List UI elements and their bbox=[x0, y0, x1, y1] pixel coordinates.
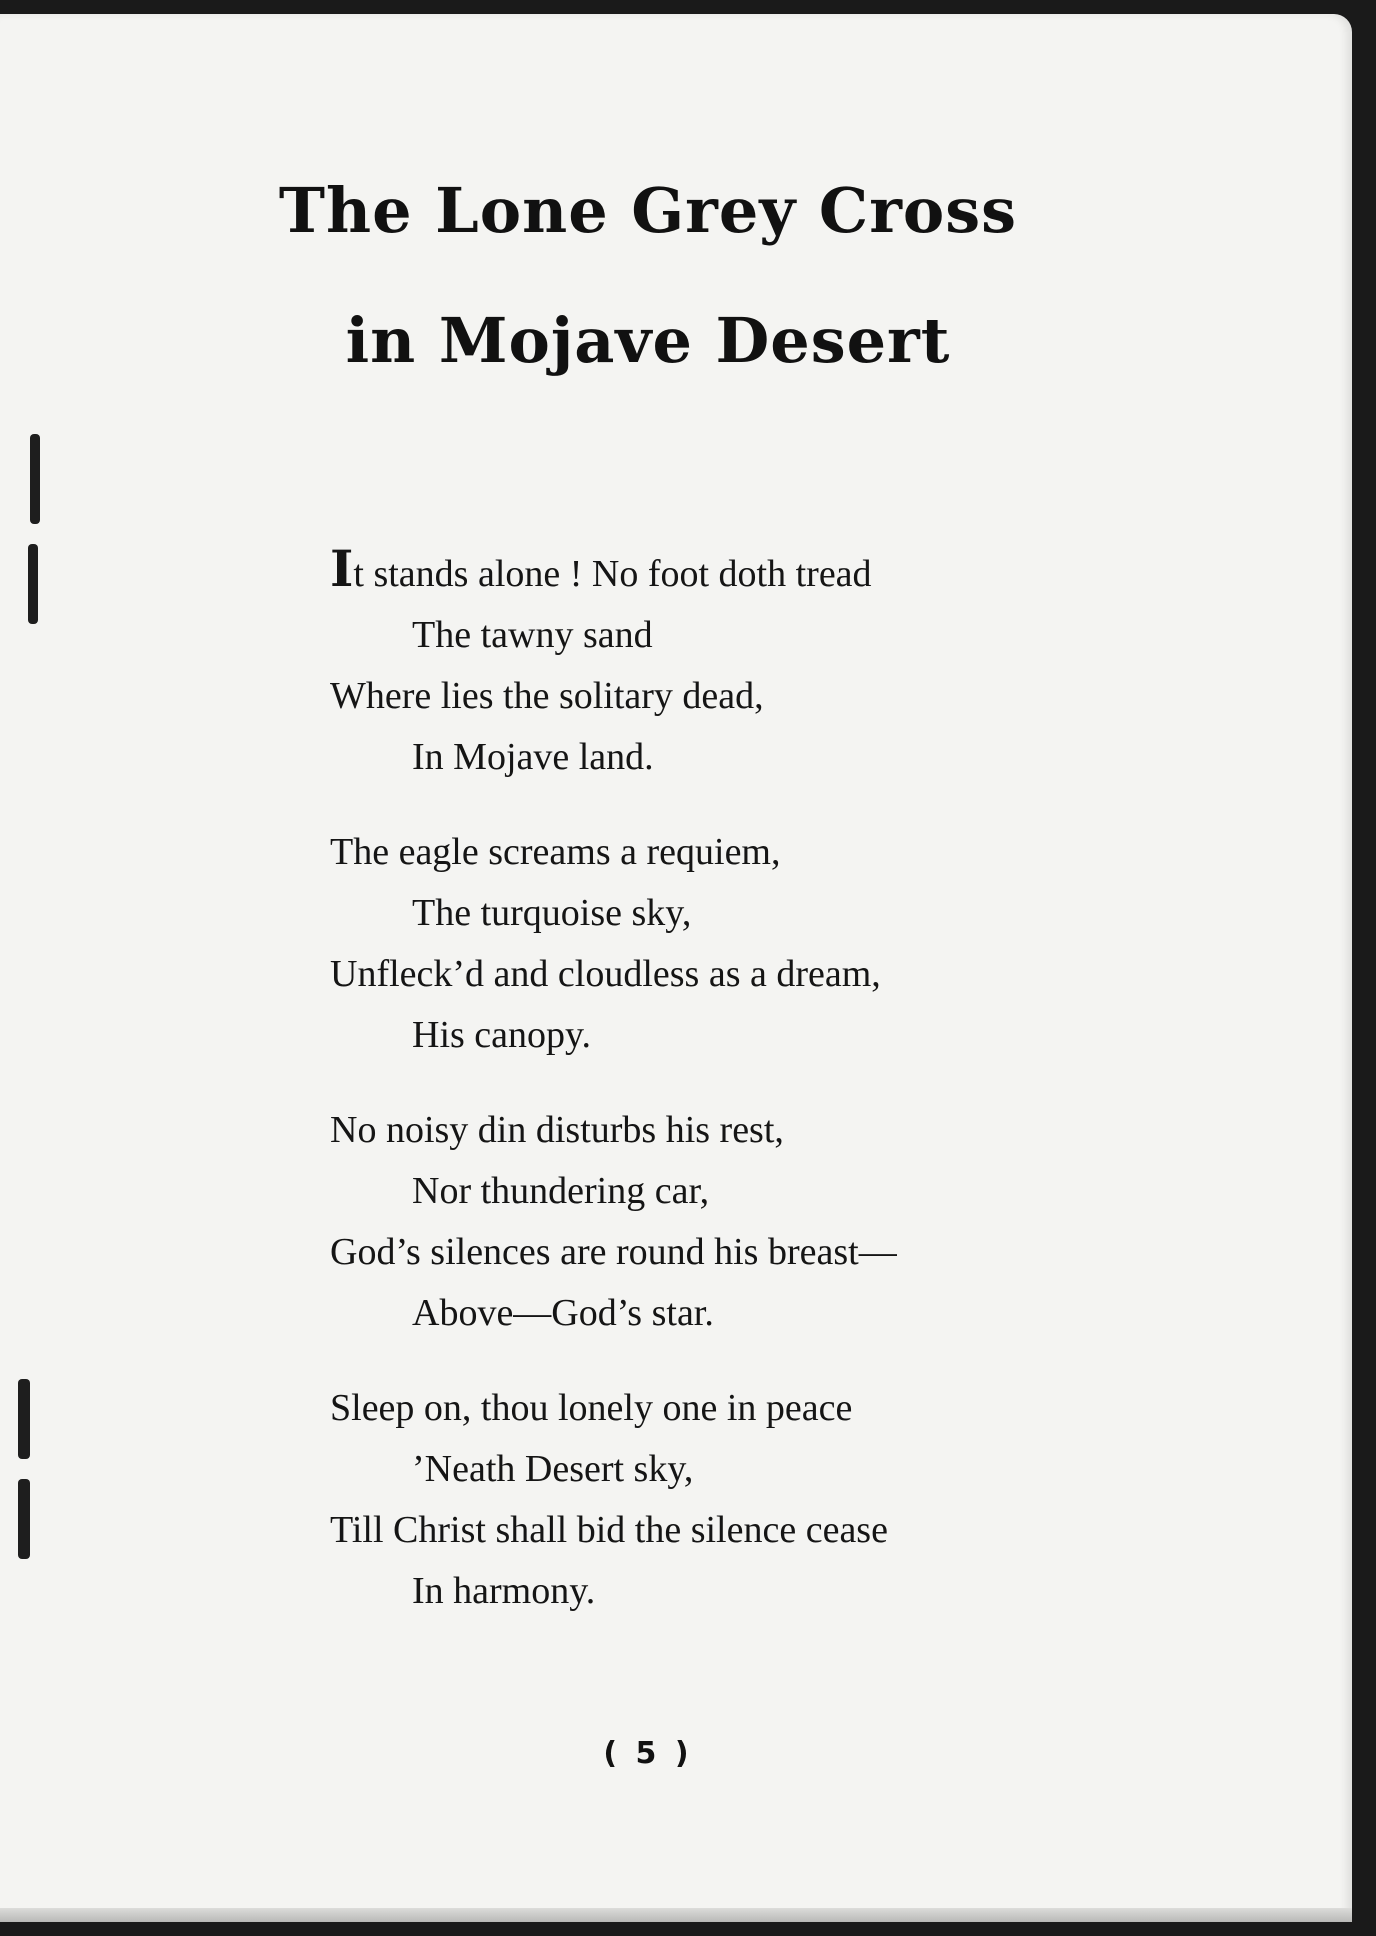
page-number: ( 5 ) bbox=[603, 1736, 693, 1771]
drop-cap: I bbox=[330, 539, 354, 598]
binding-stitch-mark bbox=[18, 1479, 30, 1559]
poem-line: The turquoise sky, bbox=[412, 892, 692, 934]
stanza-1 bbox=[330, 539, 1230, 788]
poem-line: The eagle screams a requiem, bbox=[330, 831, 781, 873]
poem-line bbox=[330, 539, 1230, 605]
poem-line: No noisy din disturbs his rest, bbox=[330, 1109, 784, 1151]
poem-line: In harmony. bbox=[412, 1570, 596, 1612]
stanza-4 bbox=[330, 1378, 1230, 1622]
binding-stitch-mark bbox=[28, 544, 38, 624]
stanza-3 bbox=[330, 1100, 1230, 1344]
poem-line: In Mojave land. bbox=[412, 736, 654, 778]
poem-line: ’Neath Desert sky, bbox=[412, 1448, 694, 1490]
poem-subtitle: in Mojave Desert bbox=[345, 304, 951, 377]
poem-body bbox=[330, 539, 1230, 1656]
poem-line: The tawny sand bbox=[412, 614, 653, 656]
poem-line: Nor thundering car, bbox=[412, 1170, 710, 1212]
poem-line: Above—God’s star. bbox=[412, 1292, 714, 1334]
poem-line: Unfleck’d and cloudless as a dream, bbox=[330, 953, 881, 995]
poem-line-text: t stands alone ! No foot doth tread bbox=[353, 553, 872, 595]
book-page bbox=[0, 14, 1352, 1922]
poem-line: God’s silences are round his breast— bbox=[330, 1231, 897, 1273]
stanza-2 bbox=[330, 822, 1230, 1066]
poem-line: Where lies the solitary dead, bbox=[330, 675, 764, 717]
poem-line: Sleep on, thou lonely one in peace bbox=[330, 1387, 853, 1429]
poem-line: Till Christ shall bid the silence cease bbox=[330, 1509, 888, 1551]
poem-line: His canopy. bbox=[412, 1014, 592, 1056]
page-bottom-edge bbox=[0, 1908, 1352, 1922]
poem-title: The Lone Grey Cross bbox=[278, 174, 1018, 247]
binding-stitch-mark bbox=[18, 1379, 30, 1459]
binding-stitch-mark bbox=[30, 434, 40, 524]
